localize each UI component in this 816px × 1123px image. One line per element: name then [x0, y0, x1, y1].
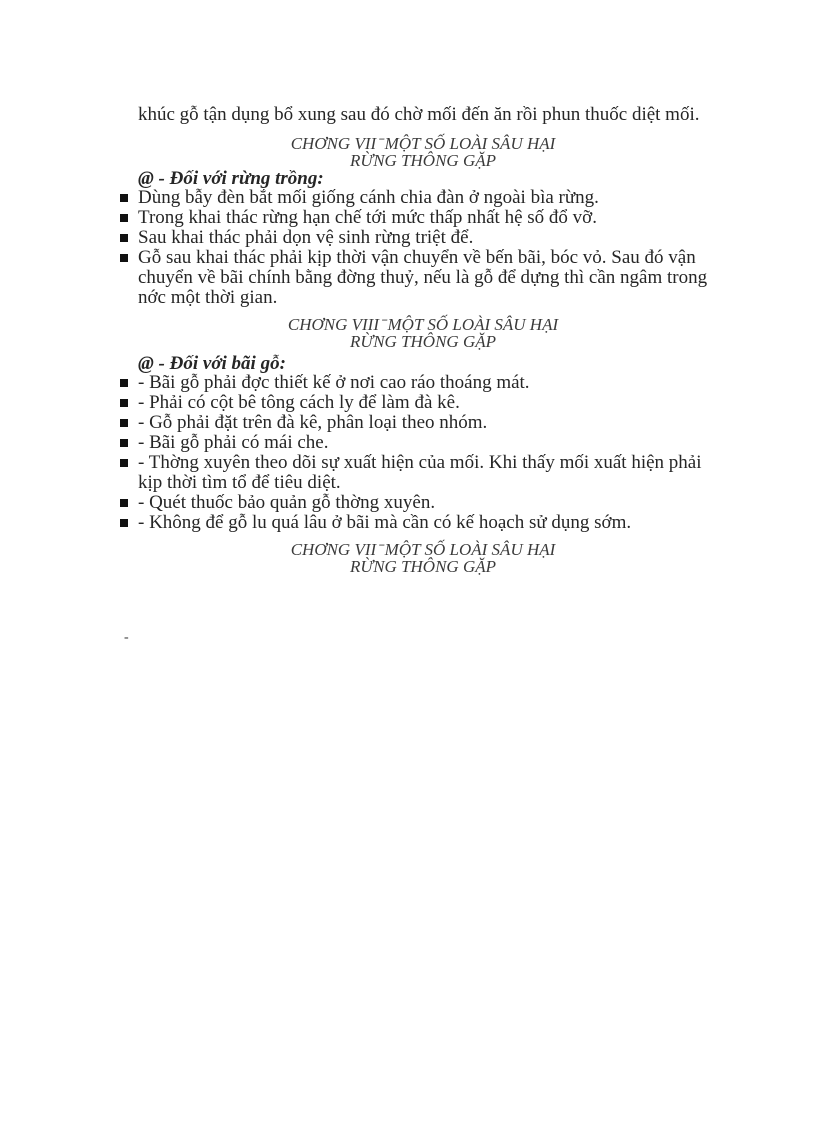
list-item-text: Trong khai thác rừng hạn chế tới mức thấp nhất hệ số đổ vỡ.: [138, 207, 597, 228]
list-item-text: - Bãi gỗ phải đợc thiết kế ở nơi cao ráo thoáng mát.: [138, 372, 530, 393]
chapter-heading-2-line-2: RỪNG THÔNG GẶP: [350, 332, 496, 351]
list-item-text: - Gỗ phải đặt trên đà kê, phân loại theo nhóm.: [138, 412, 488, 433]
chapter-heading-1-line-2: RỪNG THÔNG GẶP: [350, 151, 496, 170]
list-item: [118, 453, 708, 493]
list-item-text: Sau khai thác phải dọn vệ sinh rừng triệt để.: [138, 227, 474, 248]
list-item: [118, 413, 708, 433]
list-item: [118, 208, 708, 228]
bullet-list-rung-trong: [118, 188, 708, 308]
list-item-text: - Bãi gỗ phải có mái che.: [138, 432, 329, 453]
chapter-heading-3: [118, 541, 708, 575]
list-item-text: - Quét thuốc bảo quản gỗ thờng xuyên.: [138, 492, 436, 513]
list-item-text: Dùng bẫy đèn bắt mối giống cánh chia đàn ở ngoài bìa rừng.: [138, 187, 599, 208]
square-bullet-icon: [120, 194, 128, 202]
square-bullet-icon: [120, 214, 128, 222]
square-bullet-icon: [120, 519, 128, 527]
list-item: [118, 393, 708, 413]
list-item: [118, 188, 708, 208]
list-item-text: - Thờng xuyên theo dõi sự xuất hiện của mối. Khi thấy mối xuất hiện phải kịp thời tìm tổ để tiêu diệt.: [138, 452, 702, 493]
chapter-heading-1: [118, 135, 708, 169]
square-bullet-icon: [120, 379, 128, 387]
section-heading-bai-go: @ - Đối với bãi gỗ:: [138, 353, 286, 374]
section-heading-rung-trong: @ - Đối với rừng trồng:: [138, 168, 324, 189]
square-bullet-icon: [120, 459, 128, 467]
square-bullet-icon: [120, 499, 128, 507]
list-item-text: Gỗ sau khai thác phải kịp thời vận chuyển về bến bãi, bóc vỏ. Sau đó vận chuyển về bãi chính bằng đờng thuỷ, nếu là gỗ để dựng thì cần ngâm trong nớc một thời gian.: [138, 247, 708, 308]
page-content: [118, 104, 708, 575]
intro-paragraph: khúc gỗ tận dụng bổ xung sau đó chờ mối đến ăn rồi phun thuốc diệt mối.: [138, 104, 700, 125]
bullet-list-bai-go: [118, 373, 708, 533]
chapter-heading-1-line-1: CHƠNG VII ̄ MỘT SỐ LOÀI SÂU HẠI: [290, 134, 556, 153]
square-bullet-icon: [120, 419, 128, 427]
list-item: [118, 228, 708, 248]
square-bullet-icon: [120, 399, 128, 407]
list-item: [118, 433, 708, 453]
list-item-text: - Phải có cột bê tông cách ly để làm đà kê.: [138, 392, 460, 413]
chapter-heading-3-line-2: RỪNG THÔNG GẶP: [350, 557, 496, 576]
chapter-heading-3-line-1: CHƠNG VII ̄ MỘT SỐ LOÀI SÂU HẠI: [290, 540, 556, 559]
list-item: [118, 513, 708, 533]
square-bullet-icon: [120, 234, 128, 242]
square-bullet-icon: [120, 254, 128, 262]
chapter-heading-2-line-1: CHƠNG VIII ̄ MỘT SỐ LOÀI SÂU HẠI: [287, 315, 559, 334]
list-item-text: - Không để gỗ lu quá lâu ở bãi mà cần có kế hoạch sử dụng sớm.: [138, 512, 632, 533]
chapter-heading-2: [118, 316, 708, 350]
list-item: [118, 493, 708, 513]
list-item: [118, 373, 708, 393]
list-item: [118, 248, 708, 308]
stray-dash-mark: -: [124, 630, 129, 645]
square-bullet-icon: [120, 439, 128, 447]
